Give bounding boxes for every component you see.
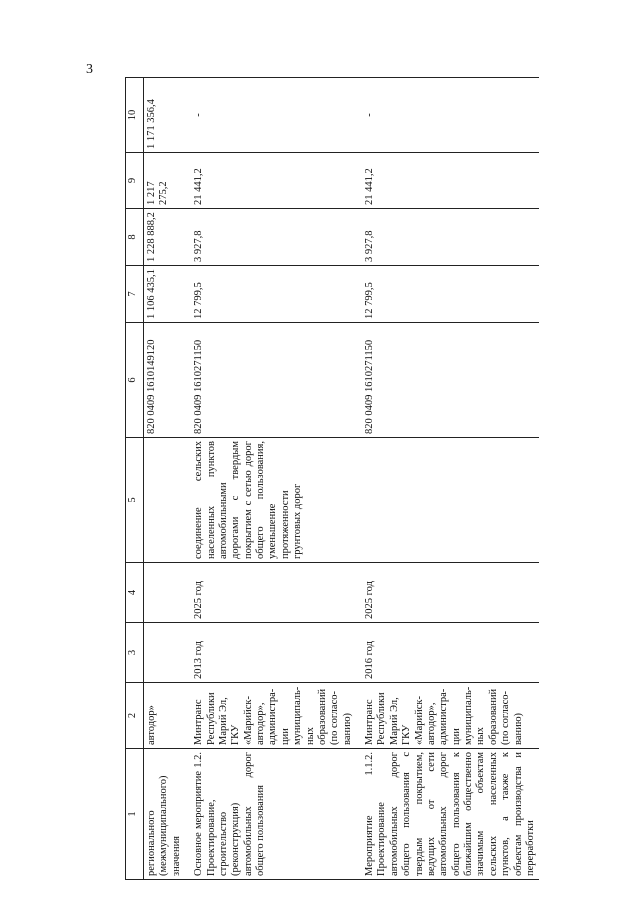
expected-result [144, 438, 186, 563]
header-col-4: 4 [126, 563, 144, 623]
table-row [191, 78, 356, 880]
header-col-10: 10 [126, 78, 144, 153]
header-col-5: 5 [126, 438, 144, 563]
start-year: 2016 год [362, 623, 539, 683]
expected-result [362, 438, 539, 563]
budget-code: 820 0409 1610271150 [191, 323, 356, 438]
header-col-3: 3 [126, 623, 144, 683]
budget-code: 820 0409 1610149120 [144, 323, 186, 438]
responsible-executor: автодор» [144, 683, 186, 749]
program-activities-table [125, 77, 539, 880]
responsible-executor: Минтранс Республики Марий Эл, ГКУ «Марийск-автодор», администра-ции муниципаль-ных образований (по согласо-ванию) [362, 683, 539, 749]
header-col-8: 8 [126, 209, 144, 266]
end-year: 2025 год [191, 563, 356, 623]
amount-col-9: 21 441,2 [362, 153, 539, 209]
amount-col-10: - [191, 78, 356, 153]
amount-col-9: 1 217 275,2 [144, 153, 186, 209]
table-row [144, 78, 186, 880]
amount-col-7: 1 106 435,1 [144, 266, 186, 323]
header-col-7: 7 [126, 266, 144, 323]
end-year: 2025 год [362, 563, 539, 623]
amount-col-9: 21 441,2 [191, 153, 356, 209]
amount-col-8: 3 927,8 [362, 209, 539, 266]
start-year [144, 623, 186, 683]
activity-name: Мероприятие 1.1.2. Проектирование автомобильных дорог общего пользования с твердым покрытием, ведущих от сети автомобильных дорог общего пользования к ближайшим общественно значимым объектам сельских населенных пунктов, а также к объектам производства и переработки [362, 749, 539, 880]
end-year [144, 563, 186, 623]
table-row [362, 78, 539, 880]
responsible-executor: Минтранс Республики Марий Эл, ГКУ «Марийск-автодор», администра-ции муниципаль-ных образований (по согласо-ванию) [191, 683, 356, 749]
page-number: 3 [86, 62, 93, 77]
expected-result: соединение сельских населенных пунктов автомобильными дорогами с твердым покрытием с сетью дорог общего пользования, уменьшение протяженности грунтовых дорог [191, 438, 356, 563]
amount-col-7: 12 799,5 [362, 266, 539, 323]
header-col-6: 6 [126, 323, 144, 438]
header-col-2: 2 [126, 683, 144, 749]
activity-name: Основное мероприятие 1.2. Проектирование, строительство (реконструкция) автомобильных дорог общего пользования [191, 749, 356, 880]
amount-col-8: 3 927,8 [191, 209, 356, 266]
rotated-table-container [125, 78, 555, 880]
activity-name: регионального (межмуниципального) значения [144, 749, 186, 880]
budget-code: 820 0409 1610271150 [362, 323, 539, 438]
column-number-header [126, 78, 144, 880]
header-col-1: 1 [126, 749, 144, 880]
amount-col-10: - [362, 78, 539, 153]
amount-col-10: 1 171 356,4 [144, 78, 186, 153]
start-year: 2013 год [191, 623, 356, 683]
amount-col-8: 1 228 888,2 [144, 209, 186, 266]
header-col-9: 9 [126, 153, 144, 209]
amount-col-7: 12 799,5 [191, 266, 356, 323]
